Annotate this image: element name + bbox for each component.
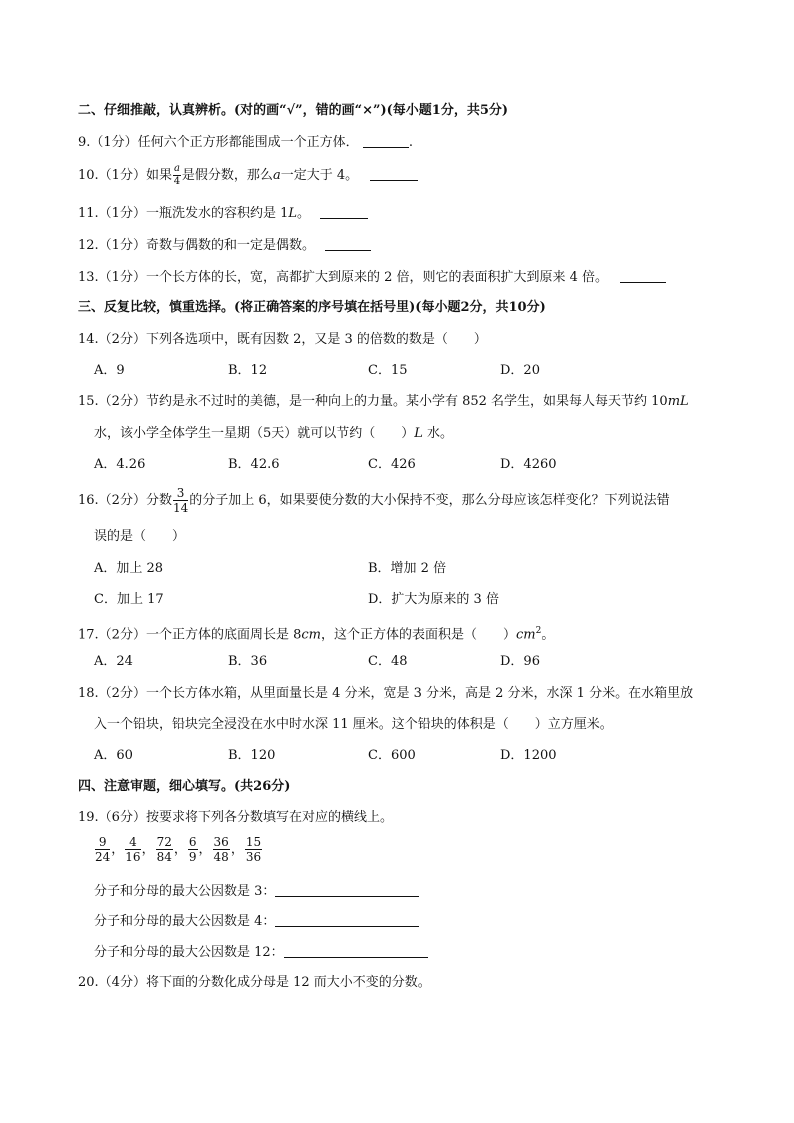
question-12	[78, 236, 371, 256]
q18-option-d[interactable]: D．1200	[500, 748, 557, 763]
q15-option-a[interactable]: A．4.26	[94, 457, 146, 472]
gcd-3-row	[94, 882, 419, 902]
q15-option-b[interactable]: B．42.6	[228, 457, 280, 472]
gcd-3-label: 分子和分母的最大公因数是 3：	[94, 884, 276, 899]
fraction-denominator: 14	[172, 501, 189, 515]
fraction-numerator: 9	[95, 836, 110, 850]
section-3-title: 三、反复比较，慎重选择。(将正确答案的序号填在括号里)(每小题2分，共10分)	[78, 300, 546, 315]
question-18: 18.（2分）一个长方体水箱，从里面量长是 4 分米，宽是 3 分米，高是 2 分米，水深 1 分米。在水箱里放	[78, 686, 694, 701]
question-15-line-2	[94, 424, 453, 444]
fraction-denominator: 9	[188, 850, 197, 864]
q15-option-c[interactable]: C．426	[368, 457, 416, 472]
question-9	[78, 133, 413, 153]
q16-option-b[interactable]: B．增加 2 倍	[368, 561, 447, 576]
answer-blank-13[interactable]	[620, 268, 666, 283]
question-12-text: 12.（1分）奇数与偶数的和一定是偶数。	[78, 238, 315, 253]
question-15	[78, 392, 689, 412]
gcd-4-answer-line[interactable]	[275, 912, 419, 927]
question-16-text-a: 16.（2分）分数	[78, 493, 172, 508]
question-16-text-b: 的分子加上 6，如果要使分数的大小保持不变，那么分母应该怎样变化？下列说法错	[189, 493, 670, 508]
fraction-denominator: 36	[245, 850, 262, 864]
fraction-denominator: 4	[173, 176, 181, 187]
unit-cm-squared: cm	[515, 627, 536, 643]
q16-option-d[interactable]: D．扩大为原来的 3 倍	[368, 592, 499, 607]
fraction-3-over-14	[173, 487, 188, 514]
answer-blank-10[interactable]	[370, 166, 418, 181]
q14-option-c[interactable]: C．15	[368, 363, 408, 378]
gcd-4-label: 分子和分母的最大公因数是 4：	[94, 914, 276, 929]
question-11	[78, 204, 368, 224]
question-17-text-b: ，这个正方体的表面积是（ ）	[320, 627, 516, 643]
fraction-numerator: 6	[188, 835, 197, 849]
q17-option-c[interactable]: C．48	[368, 654, 408, 669]
superscript-2: 2	[535, 626, 542, 636]
fraction-numerator: a	[173, 163, 180, 174]
q18-option-b[interactable]: B．120	[228, 748, 276, 763]
fraction-item	[188, 836, 198, 863]
fraction-numerator: 15	[245, 835, 262, 849]
question-16	[78, 487, 670, 514]
fraction-item	[125, 836, 140, 863]
separator: ，	[230, 842, 244, 857]
fraction-numerator: 36	[213, 835, 229, 849]
q16-option-c[interactable]: C．加上 17	[94, 592, 164, 607]
answer-blank-12[interactable]	[325, 236, 371, 251]
q18-option-c[interactable]: C．600	[368, 748, 416, 763]
q17-option-b[interactable]: B．36	[228, 654, 268, 669]
q14-option-b[interactable]: B．12	[228, 363, 268, 378]
fraction-denominator: 24	[95, 850, 111, 864]
fraction-item	[213, 836, 230, 863]
q16-option-a[interactable]: A．加上 28	[94, 561, 164, 576]
question-10-text-a: 10.（1分）如果	[78, 168, 172, 183]
question-18-line-2: 入一个铅块，铅块完全浸没在水中时水深 11 厘米。这个铅块的体积是（ ）立方厘米。	[94, 717, 613, 732]
fraction-denominator: 84	[156, 850, 172, 864]
q14-option-d[interactable]: D．20	[500, 363, 540, 378]
separator: ，	[173, 842, 187, 857]
fraction-item	[245, 836, 262, 863]
variable-a: a	[272, 168, 281, 183]
unit-cm: cm	[301, 627, 321, 643]
question-9-period: .	[408, 135, 413, 150]
gcd-12-answer-line[interactable]	[284, 943, 428, 958]
question-14: 14.（2分）下列各选项中，既有因数 2，又是 3 的倍数的数是（ ）	[78, 332, 487, 347]
separator: ，	[141, 842, 155, 857]
question-11-text-b: 。	[297, 206, 311, 221]
unit-liter: L	[288, 206, 297, 221]
q17-option-d[interactable]: D．96	[500, 654, 540, 669]
question-19: 19.（6分）按要求将下列各分数填写在对应的横线上。	[78, 810, 393, 825]
answer-blank-11[interactable]	[320, 204, 368, 219]
answer-blank-9[interactable]	[363, 133, 409, 148]
fraction-numerator: 3	[173, 487, 188, 501]
section-2-title: 二、仔细推敲，认真辨析。(对的画“√”，错的画“×”)(每小题1分，共5分)	[78, 103, 509, 118]
question-15-text-a: 15.（2分）节约是永不过时的美德，是一种向上的力量。某小学有 852 名学生，如果每人每天节约 10	[78, 394, 668, 409]
gcd-3-answer-line[interactable]	[275, 882, 419, 897]
fraction-numerator: 72	[156, 835, 172, 849]
question-20: 20.（4分）将下面的分数化成分母是 12 而大小不变的分数。	[78, 975, 431, 990]
unit-ml: mL	[667, 394, 689, 409]
q18-option-a[interactable]: A．60	[94, 748, 133, 763]
question-17-text-a: 17.（2分）一个正方体的底面周长是 8	[78, 627, 302, 643]
question-10-text-c: 一定大于 4。	[280, 168, 359, 183]
fraction-item	[95, 836, 110, 863]
question-17-text-c: 。	[541, 627, 555, 643]
question-15-text-c: 水。	[422, 426, 454, 441]
fraction-list	[94, 836, 263, 863]
question-15-text-b: 水，该小学全体学生一星期（5天）就可以节约（ ）	[94, 426, 415, 441]
question-11-text-a: 11.（1分）一瓶洗发水的容积约是 1	[78, 206, 289, 221]
section-4-title: 四、注意审题，细心填写。(共26分)	[78, 779, 291, 794]
gcd-4-row	[94, 912, 419, 932]
question-13-text: 13.（1分）一个长方体的长，宽，高都扩大到原来的 2 倍，则它的表面积扩大到原来 4 倍。	[78, 270, 609, 285]
question-16-line-2: 误的是（ ）	[94, 529, 186, 544]
gcd-12-row	[94, 943, 428, 963]
q14-option-a[interactable]: A．9	[94, 363, 125, 378]
fraction-a-over-4	[173, 164, 181, 187]
question-17	[78, 621, 554, 645]
q17-option-a[interactable]: A．24	[94, 654, 133, 669]
fraction-denominator: 16	[125, 850, 141, 864]
unit-liter: L	[414, 426, 423, 441]
question-9-text: 9.（1分）任何六个正方形都能围成一个正方体．	[78, 135, 359, 150]
question-10	[78, 164, 418, 187]
separator: ，	[198, 842, 212, 857]
q15-option-d[interactable]: D．4260	[500, 457, 557, 472]
fraction-denominator: 48	[213, 850, 229, 864]
fraction-item	[156, 836, 173, 863]
separator: ，	[111, 842, 125, 857]
question-13	[78, 268, 666, 288]
gcd-12-label: 分子和分母的最大公因数是 12：	[94, 945, 284, 960]
fraction-numerator: 4	[125, 836, 140, 850]
question-10-text-b: 是假分数，那么	[181, 168, 273, 183]
